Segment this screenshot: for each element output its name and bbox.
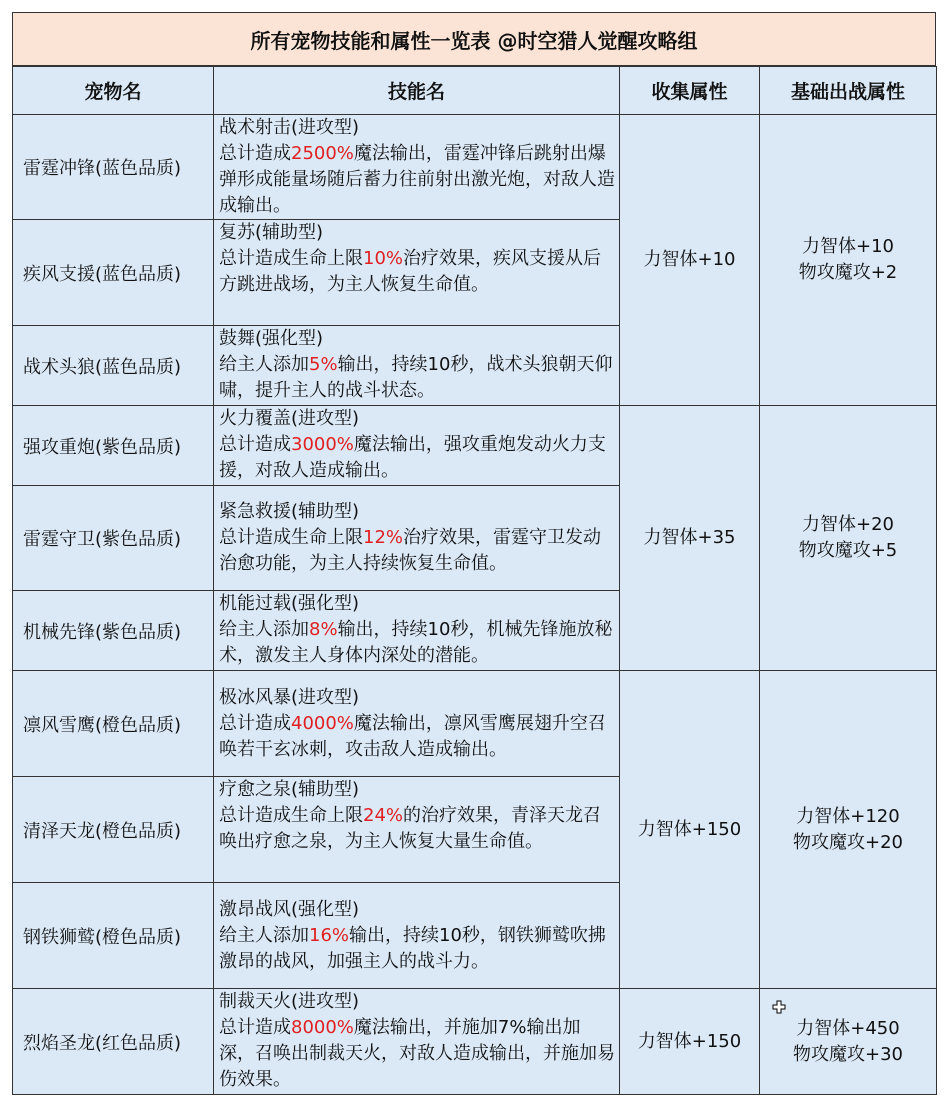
battle-attr: 力智体+120 物攻魔攻+20 — [760, 671, 937, 989]
skill-title: 紧急救援(辅助型) — [219, 501, 360, 522]
skill-title: 火力覆盖(进攻型) — [219, 408, 360, 429]
skill-cell — [214, 406, 620, 486]
pet-name: 烈焰圣龙(红色品质) — [13, 989, 214, 1095]
skill-value: 4000% — [291, 712, 354, 734]
skill-desc: 总计造成生命上限12%治疗效果，雷霆守卫发动治愈功能，为主人持续恢复生命值。 — [219, 527, 602, 574]
pet-name: 清泽天龙(橙色品质) — [13, 777, 214, 883]
header-collect-attr: 收集属性 — [620, 67, 760, 115]
cell-cursor-icon — [772, 1000, 786, 1014]
collect-attr: 力智体+35 — [620, 406, 760, 671]
skill-cell — [214, 326, 620, 406]
pet-name: 雷霆守卫(紫色品质) — [13, 486, 214, 591]
pet-name: 钢铁狮鹫(橙色品质) — [13, 883, 214, 989]
battle-attr: 力智体+450 物攻魔攻+30 — [760, 989, 937, 1095]
skill-value: 5% — [309, 354, 338, 375]
skill-cell — [214, 115, 620, 220]
pet-name: 凛风雪鹰(橙色品质) — [13, 671, 214, 777]
header-battle-attr: 基础出战属性 — [760, 67, 937, 115]
skill-value: 10% — [363, 248, 404, 269]
pet-name: 雷霆冲锋(蓝色品质) — [13, 115, 214, 220]
skill-value: 8% — [309, 619, 338, 640]
skill-cell — [214, 671, 620, 777]
pet-name: 强攻重炮(紫色品质) — [13, 406, 214, 486]
skill-desc: 给主人添加16%输出，持续10秒，钢铁狮鹫吹拂激昂的战风，加强主人的战斗力。 — [219, 924, 606, 972]
skill-title: 机能过载(强化型) — [219, 593, 360, 614]
skill-title: 复苏(辅助型) — [219, 222, 324, 243]
skill-value: 3000% — [291, 434, 354, 455]
skill-cell — [214, 777, 620, 883]
skill-desc: 总计造成生命上限24%的治疗效果，青泽天龙召唤出疗愈之泉，为主人恢复大量生命值。 — [219, 805, 602, 852]
skill-value: 16% — [309, 924, 350, 946]
pet-name: 战术头狼(蓝色品质) — [13, 326, 214, 406]
spreadsheet — [12, 12, 936, 1095]
skill-value: 12% — [363, 527, 404, 548]
skill-cell — [214, 486, 620, 591]
header-row — [13, 67, 937, 115]
skill-title: 激昂战风(强化型) — [219, 898, 360, 920]
pet-name: 疾风支援(蓝色品质) — [13, 220, 214, 326]
skill-desc: 总计造成3000%魔法输出，强攻重炮发动火力支援，对敌人造成输出。 — [219, 434, 606, 481]
table-row — [13, 671, 937, 777]
collect-attr: 力智体+10 — [620, 115, 760, 406]
skill-title: 战术射击(进攻型) — [219, 117, 360, 138]
skill-desc: 总计造成2500%魔法输出，雷霆冲锋后跳射出爆弹形成能量场随后蓄力往前射出激光炮，对敌人造成输出。 — [219, 143, 615, 216]
skill-cell — [214, 591, 620, 671]
skill-value: 2500% — [291, 143, 354, 164]
header-pet-name: 宠物名 — [13, 67, 214, 115]
skill-desc: 总计造成4000%魔法输出，凛风雪鹰展翅升空召唤若干玄冰刺，攻击敌人造成输出。 — [219, 712, 606, 760]
table-row — [13, 989, 937, 1095]
pet-name: 机械先锋(紫色品质) — [13, 591, 214, 671]
skill-desc: 总计造成8000%魔法输出，并施加7%输出加深，召唤出制裁天火，对敌人造成输出，并施加易伤效果。 — [219, 1017, 615, 1090]
table-row — [13, 115, 937, 220]
battle-attr: 力智体+10 物攻魔攻+2 — [760, 115, 937, 406]
skill-title: 鼓舞(强化型) — [219, 328, 324, 349]
skill-value: 24% — [363, 805, 404, 826]
collect-attr: 力智体+150 — [620, 989, 760, 1095]
table-row — [13, 406, 937, 486]
skill-cell — [214, 220, 620, 326]
skill-cell — [214, 883, 620, 989]
skill-title: 疗愈之泉(辅助型) — [219, 779, 360, 800]
skill-title: 制裁天火(进攻型) — [219, 991, 360, 1012]
battle-attr: 力智体+20 物攻魔攻+5 — [760, 406, 937, 671]
skill-title: 极冰风暴(进攻型) — [219, 686, 360, 708]
skill-desc: 总计造成生命上限10%治疗效果，疾风支援从后方跳进战场，为主人恢复生命值。 — [219, 248, 602, 295]
collect-attr: 力智体+150 — [620, 671, 760, 989]
skill-desc: 给主人添加5%输出，持续10秒，战术头狼朝天仰啸，提升主人的战斗状态。 — [219, 354, 613, 401]
skill-desc: 给主人添加8%输出，持续10秒，机械先锋施放秘术，激发主人身体内深处的潜能。 — [219, 619, 613, 666]
table-title: 所有宠物技能和属性一览表 @时空猎人觉醒攻略组 — [12, 12, 936, 66]
header-skill-name: 技能名 — [214, 67, 620, 115]
pet-table — [12, 66, 937, 1095]
skill-value: 8000% — [291, 1017, 354, 1038]
skill-cell — [214, 989, 620, 1095]
